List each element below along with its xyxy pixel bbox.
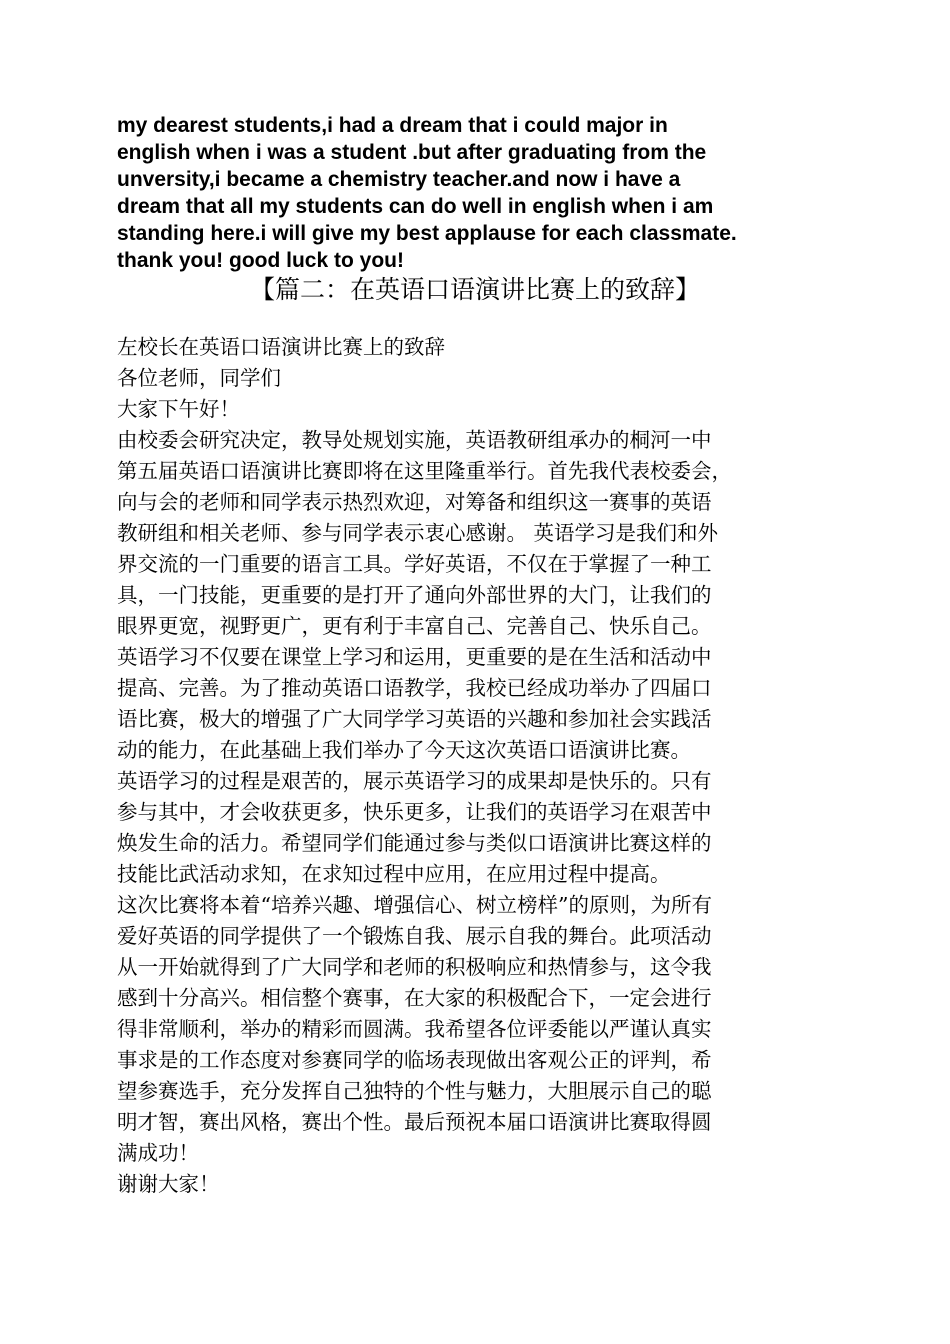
body-text-line: 得非常顺利，举办的精彩而圆满。我希望各位评委能以严谨认真实 bbox=[117, 1017, 712, 1041]
body-text-line: 满成功！ bbox=[117, 1141, 199, 1165]
body-text-line: 眼界更宽，视野更广，更有利于丰富自己、完善自己、快乐自己。 bbox=[117, 614, 712, 638]
body-text-line: 事求是的工作态度对参赛同学的临场表现做出客观公正的评判，希 bbox=[117, 1048, 712, 1072]
body-text-line: 具，一门技能，更重要的是打开了通向外部世界的大门，让我们的 bbox=[117, 583, 712, 607]
english-text-line: my dearest students,i had a dream that i could major in bbox=[117, 114, 668, 137]
greeting-line: 大家下午好！ bbox=[117, 397, 240, 421]
body-text-line: 明才智，赛出风格，赛出个性。最后预祝本届口语演讲比赛取得圆 bbox=[117, 1110, 712, 1134]
body-text-line: 参与其中，才会收获更多，快乐更多，让我们的英语学习在艰苦中 bbox=[117, 800, 712, 824]
body-text-line: 界交流的一门重要的语言工具。学好英语，不仅在于掌握了一种工 bbox=[117, 552, 712, 576]
body-text-line: 教研组和相关老师、参与同学表示衷心感谢。 英语学习是我们和外 bbox=[117, 521, 719, 545]
english-text-line: dream that all my students can do well in english when i am bbox=[117, 195, 714, 218]
body-text-line: 焕发生命的活力。希望同学们能通过参与类似口语演讲比赛这样的 bbox=[117, 831, 712, 855]
body-text-line: 动的能力，在此基础上我们举办了今天这次英语口语演讲比赛。 bbox=[117, 738, 691, 762]
english-text-line: unversity,i became a chemistry teacher.and now i have a bbox=[117, 168, 681, 191]
body-text-line: 爱好英语的同学提供了一个锻炼自我、展示自我的舞台。此项活动 bbox=[117, 924, 712, 948]
body-text-line: 望参赛选手，充分发挥自己独特的个性与魅力，大胆展示自己的聪 bbox=[117, 1079, 712, 1103]
body-text-line: 提高、完善。为了推动英语口语教学，我校已经成功举办了四届口 bbox=[117, 676, 712, 700]
body-text-line: 从一开始就得到了广大同学和老师的积极响应和热情参与，这令我 bbox=[117, 955, 712, 979]
body-text-line: 由校委会研究决定，教导处规划实施，英语教研组承办的桐河一中 bbox=[117, 428, 712, 452]
section-heading: 【篇二：在英语口语演讲比赛上的致辞】 bbox=[249, 275, 700, 304]
body-text-line: 语比赛，极大的增强了广大同学学习英语的兴趣和参加社会实践活 bbox=[117, 707, 712, 731]
greeting-line: 各位老师，同学们 bbox=[117, 366, 281, 390]
body-text-line: 技能比武活动求知，在求知过程中应用，在应用过程中提高。 bbox=[117, 862, 671, 886]
body-text-line: 英语学习不仅要在课堂上学习和运用，更重要的是在生活和活动中 bbox=[117, 645, 712, 669]
english-text-line: thank you! good luck to you! bbox=[117, 249, 404, 272]
body-text-line: 感到十分高兴。相信整个赛事，在大家的积极配合下，一定会进行 bbox=[117, 986, 712, 1010]
english-text-line: english when i was a student .but after graduating from the bbox=[117, 141, 707, 164]
body-text-line: 第五届英语口语演讲比赛即将在这里隆重举行。首先我代表校委会， bbox=[117, 459, 732, 483]
english-text-line: standing here.i will give my best applause for each classmate. bbox=[117, 222, 737, 245]
speech-title-line: 左校长在英语口语演讲比赛上的致辞 bbox=[117, 335, 445, 359]
body-text-line: 英语学习的过程是艰苦的，展示英语学习的成果却是快乐的。只有 bbox=[117, 769, 712, 793]
body-text-line: 向与会的老师和同学表示热烈欢迎，对筹备和组织这一赛事的英语 bbox=[117, 490, 712, 514]
closing-line: 谢谢大家！ bbox=[117, 1172, 220, 1196]
body-text-line: 这次比赛将本着“培养兴趣、增强信心、树立榜样”的原则，为所有 bbox=[117, 893, 712, 917]
